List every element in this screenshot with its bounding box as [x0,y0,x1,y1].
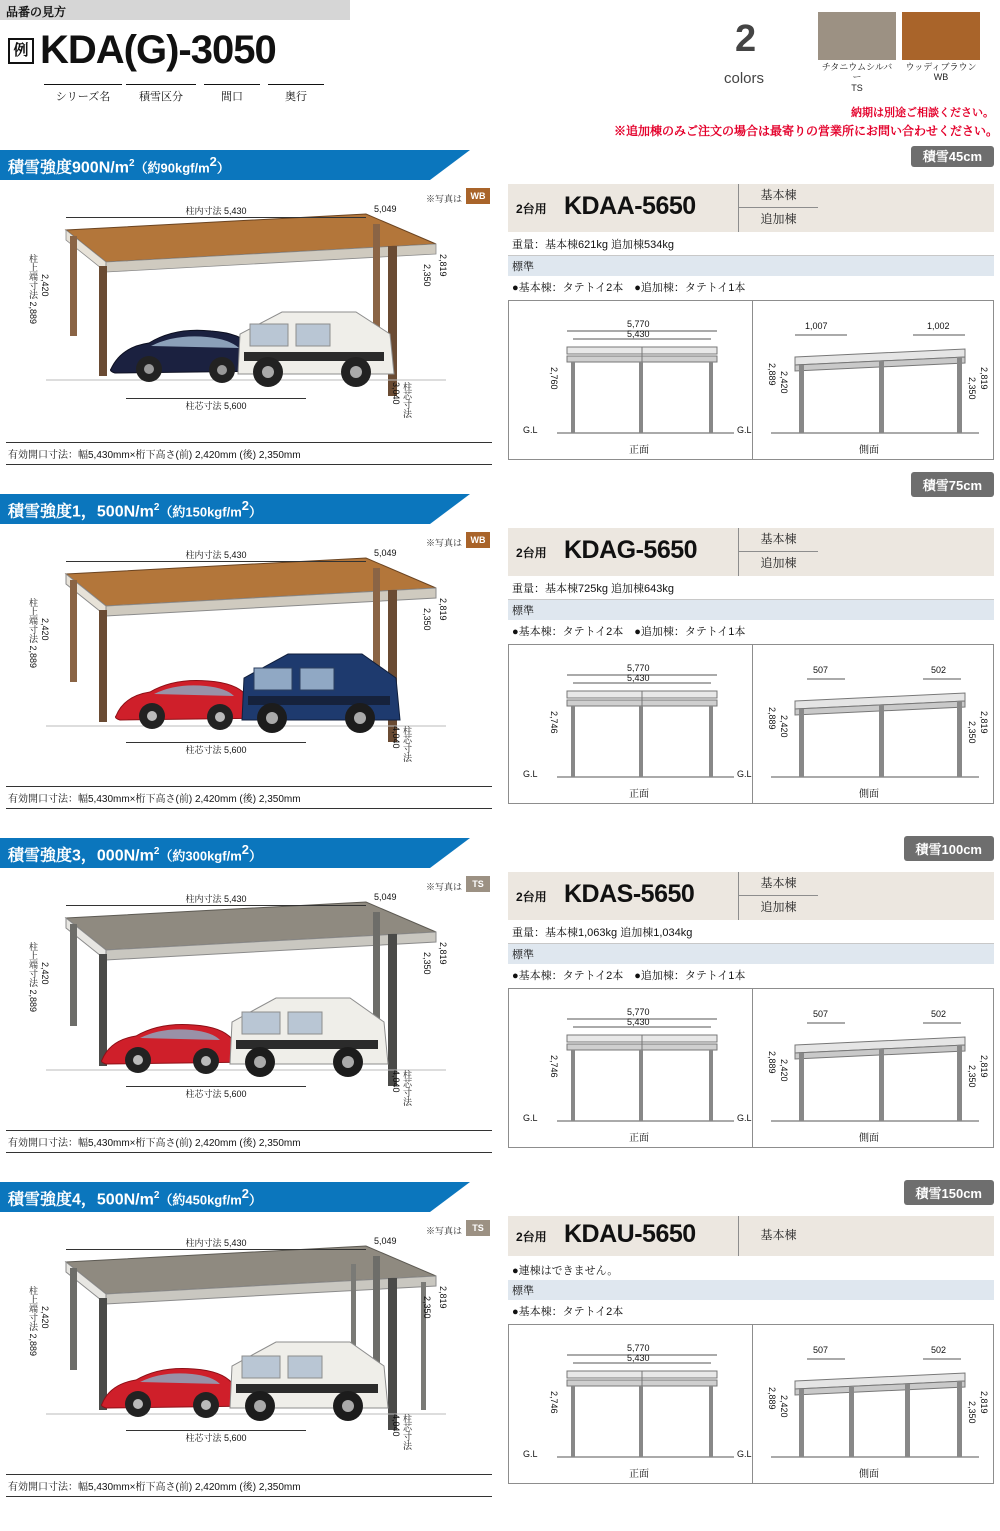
variant-base: 基本棟 [739,872,818,896]
spec-header [508,528,994,576]
dim-2420: 2,420 [40,274,50,297]
dim-depth: 5,049 [374,1236,397,1246]
side-left-dim: 507 [813,665,829,675]
dim-post-top-height: 柱上端寸法 2,889 [28,1286,38,1357]
side-h4: 2,819 [979,1055,989,1078]
side-h4: 2,819 [979,1391,989,1414]
perspective-illustration [6,528,492,778]
spec-weight: 重量：基本棟725kg 追加棟643kg [508,576,994,600]
front-height-dim: 2,746 [549,711,559,734]
dim-2350: 2,350 [422,1296,432,1319]
dim-2819: 2,819 [438,1286,448,1309]
effective-opening-note: 有効開口寸法：幅5,430mm×桁下高さ(前) 2,420mm (後) 2,350mm [6,786,492,809]
side-gl-label: G.L [737,1449,752,1459]
legend-series: シリーズ名 [44,84,122,104]
spec-block [508,528,994,804]
photo-note: ※写真は [425,194,462,204]
side-h1: 2,889 [767,707,777,730]
front-caption: 正面 [629,1469,649,1480]
dim-2350: 2,350 [422,264,432,287]
dim-post-center-depth: 柱芯寸法 4,040 [391,1414,412,1450]
swatch-name-wb: ウッディブラウン [905,62,977,72]
side-h4: 2,819 [979,367,989,390]
front-inner-dim: 5,430 [627,329,650,339]
spec-no-extension-note: ●連棟はできません。 [512,1265,619,1277]
elevation-svg [509,989,993,1147]
front-height-dim: 2,746 [549,1055,559,1078]
spec-standard-label: 標準 [508,256,994,276]
front-top-dim: 5,770 [627,1343,650,1353]
color-swatch-wb [902,12,980,83]
variant-extra: 追加棟 [760,900,797,914]
section-band [0,1182,470,1212]
carport-illustration-svg [6,872,492,1122]
photo-color-tag: TS [466,1220,490,1236]
side-left-dim: 1,007 [805,321,828,331]
dim-post-center-depth: 柱芯寸法 3,040 [391,382,412,418]
side-h3: 2,350 [967,721,977,744]
elevation-svg [509,1325,993,1483]
snow-badge: 積雪75cm [911,472,994,497]
front-gl-label: G.L [523,769,538,779]
side-h1: 2,889 [767,1051,777,1074]
side-h3: 2,350 [967,1401,977,1424]
side-h4: 2,819 [979,711,989,734]
side-left-dim: 507 [813,1009,829,1019]
dim-inner-width: 柱内寸法 5,430 [66,204,366,218]
dim-2350: 2,350 [422,608,432,631]
variant-base: 基本棟 [739,184,818,208]
front-height-dim: 2,760 [549,367,559,390]
elevation-drawings [508,300,994,460]
photo-note: ※写真は [425,1226,462,1236]
side-right-dim: 502 [931,1345,947,1355]
photo-color-tag: TS [466,876,490,892]
spec-model-code: KDAS-5650 [564,880,695,908]
variant-extra: 追加棟 [760,212,797,226]
front-gl-label: G.L [523,1113,538,1123]
swatch-chip-wb [902,12,980,60]
spec-standard-label: 標準 [508,1280,994,1300]
effective-opening-note: 有効開口寸法：幅5,430mm×桁下高さ(前) 2,420mm (後) 2,350mm [6,442,492,465]
side-gl-label: G.L [737,769,752,779]
perspective-illustration [6,872,492,1122]
dim-post-top-height: 柱上端寸法 2,889 [28,942,38,1013]
snow-badge-900-wrap [911,146,994,165]
legend-width: 間口 [204,84,260,104]
spec-variants [738,528,818,576]
photo-note: ※写真は [425,882,462,892]
dim-depth: 5,049 [374,548,397,558]
front-height-dim: 2,746 [549,1391,559,1414]
spec-variants [738,872,818,920]
front-inner-dim: 5,430 [627,1353,650,1363]
variant-extra: 追加棟 [760,556,797,570]
front-caption: 正面 [629,1133,649,1144]
perspective-illustration [6,184,492,434]
front-top-dim: 5,770 [627,1007,650,1017]
dim-post-center-width: 柱芯寸法 5,600 [126,398,306,412]
swatch-name-ts: チタニウムシルバー [821,62,893,83]
front-top-dim: 5,770 [627,319,650,329]
dim-depth: 5,049 [374,204,397,214]
front-top-dim: 5,770 [627,663,650,673]
dim-2420: 2,420 [40,618,50,641]
section-band [0,150,470,180]
side-right-dim: 1,002 [927,321,950,331]
color-swatch-ts [818,12,896,93]
spec-capacity: 2台用 [516,1230,547,1244]
variant-base: 基本棟 [760,1228,797,1242]
front-gl-label: G.L [523,425,538,435]
model-number: KDA(G)-3050 [40,28,276,72]
side-caption: 側面 [859,1469,879,1480]
spec-block [508,184,994,460]
dim-inner-width: 柱内寸法 5,430 [66,1236,366,1250]
elevation-svg [509,645,993,803]
spec-standard-label: 標準 [508,944,994,964]
dim-2420: 2,420 [40,1306,50,1329]
spec-model-code: KDAU-5650 [564,1220,696,1248]
dim-inner-width: 柱内寸法 5,430 [66,892,366,906]
spec-standard-label: 標準 [508,600,994,620]
photo-color-tag: WB [466,532,490,548]
section-strength-title: 積雪強度1，$500N/m^2$（約$150kgf/m^2$） [8,498,263,521]
section-strength-title: 積雪強度4，$500N/m^2$（約$450kgf/m^2$） [8,1186,263,1209]
snow-badge-900: 積雪45cm [911,146,994,167]
side-h2: 2,420 [779,371,789,394]
dim-inner-width: 柱内寸法 5,430 [66,548,366,562]
variant-base: 基本棟 [739,528,818,552]
dim-post-top-height: 柱上端寸法 2,889 [28,598,38,669]
spec-capacity: 2台用 [516,546,547,560]
spec-header [508,872,994,920]
dim-post-top-height: 柱上端寸法 2,889 [28,254,38,325]
side-h3: 2,350 [967,377,977,400]
page-header [0,0,1000,150]
spec-capacity: 2台用 [516,202,547,216]
front-inner-dim: 5,430 [627,673,650,683]
side-h1: 2,889 [767,1387,777,1410]
header-title: 品番の見方 [0,0,350,20]
dim-2819: 2,819 [438,942,448,965]
spec-parts: ●基本棟：タテトイ2本 [512,1306,624,1318]
order-note: ※追加棟のみご注文の場合は最寄りの営業所にお問い合わせください。 [613,124,998,138]
side-h2: 2,420 [779,1059,789,1082]
spec-weight: 重量：基本棟621kg 追加棟534kg [508,232,994,256]
side-gl-label: G.L [737,425,752,435]
legend-depth: 奥行 [268,84,324,104]
spec-variants [738,1216,818,1256]
side-h3: 2,350 [967,1065,977,1088]
section-band [0,838,470,868]
photo-note: ※写真は [425,538,462,548]
spec-capacity: 2台用 [516,890,547,904]
dim-post-center-depth: 柱芯寸法 4,040 [391,726,412,762]
carport-illustration-svg [6,184,492,434]
front-gl-label: G.L [523,1449,538,1459]
spec-header [508,1216,994,1256]
side-left-dim: 507 [813,1345,829,1355]
side-h1: 2,889 [767,363,777,386]
dim-depth: 5,049 [374,892,397,902]
spec-weight: 重量：基本棟1,063kg 追加棟1,034kg [508,920,994,944]
spec-block [508,1216,994,1484]
spec-block [508,872,994,1148]
section-strength-title: 積雪強度$900N/m^2$（約$90kgf/m^2$） [8,154,230,177]
effective-opening-note: 有効開口寸法：幅5,430mm×桁下高さ(前) 2,420mm (後) 2,350mm [6,1130,492,1153]
spec-parts: ●基本棟：タテトイ2本 ●追加棟：タテトイ1本 [512,282,746,294]
front-inner-dim: 5,430 [627,1017,650,1027]
spec-parts: ●基本棟：タテトイ2本 ●追加棟：タテトイ1本 [512,970,746,982]
dim-post-center-depth: 柱芯寸法 4,040 [391,1070,412,1106]
section-strength-title: 積雪強度3，$000N/m^2$（約$300kgf/m^2$） [8,842,263,865]
elevation-drawings [508,1324,994,1484]
colors-label: colors [724,70,765,87]
spec-model-code: KDAA-5650 [564,192,696,220]
snow-badge-3000: 積雪100cm [904,836,994,861]
model-legend [44,84,374,108]
dim-2819: 2,819 [438,254,448,277]
swatch-code-ts: TS [851,82,863,93]
side-gl-label: G.L [737,1113,752,1123]
legend-snow: 積雪区分 [126,84,196,104]
side-h2: 2,420 [779,715,789,738]
effective-opening-note: 有効開口寸法：幅5,430mm×桁下高さ(前) 2,420mm (後) 2,350mm [6,1474,492,1497]
spec-model-code: KDAG-5650 [564,536,698,564]
elevation-drawings [508,644,994,804]
colors-count: 2 [735,18,757,60]
dim-post-center-width: 柱芯寸法 5,600 [126,1086,306,1100]
spec-parts: ●基本棟：タテトイ2本 ●追加棟：タテトイ1本 [512,626,746,638]
side-caption: 側面 [859,1133,879,1144]
side-right-dim: 502 [931,1009,947,1019]
spec-variants [738,184,818,232]
front-caption: 正面 [629,789,649,800]
elevation-drawings [508,988,994,1148]
example-badge: 例 [8,38,34,64]
swatch-chip-ts [818,12,896,60]
dim-post-center-width: 柱芯寸法 5,600 [126,1430,306,1444]
front-caption: 正面 [629,445,649,456]
dim-2819: 2,819 [438,598,448,621]
perspective-illustration [6,1216,492,1466]
side-h2: 2,420 [779,1395,789,1418]
side-caption: 側面 [859,789,879,800]
photo-color-tag: WB [466,188,490,204]
section-band [0,494,470,524]
delivery-note: 納期は別途ご相談ください。 [851,107,994,119]
elevation-svg [509,301,993,459]
spec-header [508,184,994,232]
side-right-dim: 502 [931,665,947,675]
carport-illustration-svg [6,1216,492,1466]
side-caption: 側面 [859,445,879,456]
dim-2350: 2,350 [422,952,432,975]
swatch-code-wb: WB [933,72,949,83]
dim-post-center-width: 柱芯寸法 5,600 [126,742,306,756]
dim-2420: 2,420 [40,962,50,985]
snow-badge-4500: 積雪150cm [904,1180,994,1205]
carport-illustration-svg [6,528,492,778]
